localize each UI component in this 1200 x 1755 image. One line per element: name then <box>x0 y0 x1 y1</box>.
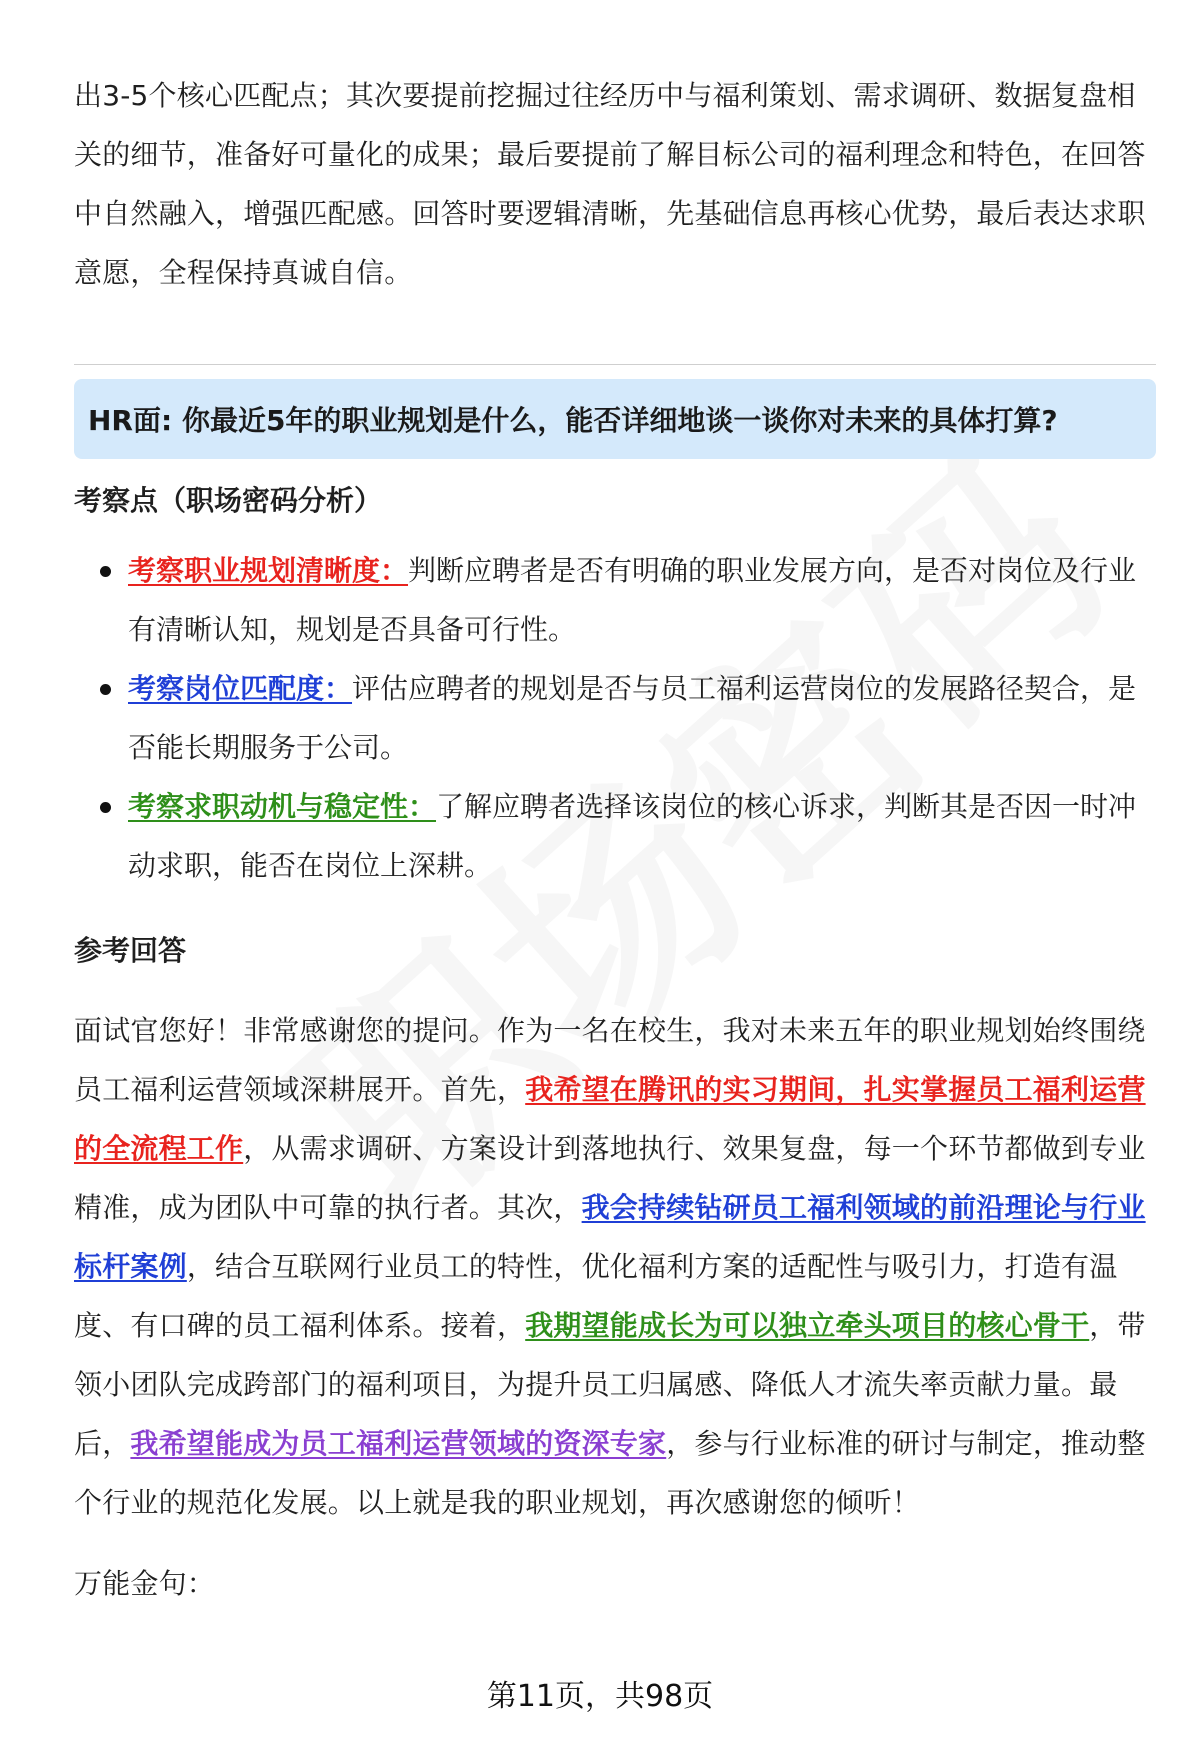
closing-label: 万能金句： <box>74 1567 216 1600</box>
exam-point-text: 判断应聘者是否有明确的职业发展方向，是否对岗位及行业有清晰认知，规划是否具备可行性。 <box>128 554 1137 646</box>
exam-point-label: 考察岗位匹配度： <box>128 672 353 705</box>
answer-highlight: 我希望能成为员工福利运营领域的资深专家 <box>130 1427 667 1460</box>
answer-text: ，结合互联网行业员工的特性，优化福利方案的适配性与吸引力，打造有温度、有口碑的员工福利体系。接着， <box>74 1250 1118 1342</box>
answer-highlight: 我期望能成长为可以独立牵头项目的核心骨干 <box>525 1309 1090 1342</box>
list-item <box>74 777 1156 895</box>
exam-point-text: 评估应聘者的规划是否与员工福利运营岗位的发展路径契合，是否能长期服务于公司。 <box>128 672 1137 764</box>
answer-highlight: 我会持续钻研员工福利领域的前沿理论与行业标杆案例 <box>74 1191 1146 1283</box>
reference-answer-paragraph <box>74 1001 1156 1532</box>
section-divider <box>74 364 1156 365</box>
exam-point-label: 考察求职动机与稳定性： <box>128 790 437 823</box>
list-item <box>74 659 1156 777</box>
answer-highlight: 我希望在腾讯的实习期间，扎实掌握员工福利运营的全流程工作 <box>74 1073 1146 1165</box>
exam-points-list <box>74 541 1156 895</box>
answer-text: 面试官您好！非常感谢您的提问。作为一名在校生，我对未来五年的职业规划始终围绕员工福利运营领域深耕展开。首先， <box>74 1014 1146 1106</box>
answer-text: ，参与行业标准的研讨与制定，推动整个行业的规范化发展。以上就是我的职业规划，再次感谢您的倾听！ <box>74 1427 1146 1519</box>
exam-points-heading: 考察点（职场密码分析） <box>74 484 383 517</box>
document-page <box>74 66 1156 1613</box>
question-banner <box>74 379 1156 459</box>
answer-text: ，从需求调研、方案设计到落地执行、效果复盘，每一个环节都做到专业精准，成为团队中可靠的执行者。其次， <box>74 1132 1146 1224</box>
exam-point-text: 了解应聘者选择该岗位的核心诉求，判断其是否因一时冲动求职，能否在岗位上深耕。 <box>128 790 1137 882</box>
question-text: HR面: 你最近5年的职业规划是什么，能否详细地谈一谈你对未来的具体打算? <box>88 404 1058 437</box>
list-item <box>74 541 1156 659</box>
bullet-icon <box>100 566 111 577</box>
intro-paragraph: 出3-5个核心匹配点；其次要提前挖掘过往经历中与福利策划、需求调研、数据复盘相关的细节，准备好可量化的成果；最后要提前了解目标公司的福利理念和特色，在回答中自然融入，增强匹配感。回答时要逻辑清晰，先基础信息再核心优势，最后表达求职意愿，全程保持真诚自信。 <box>74 79 1146 289</box>
answer-text: ，带领小团队完成跨部门的福利项目，为提升员工归属感、降低人才流失率贡献力量。最后， <box>74 1309 1146 1460</box>
exam-point-label: 考察职业规划清晰度： <box>128 554 409 587</box>
reference-answer-heading: 参考回答 <box>74 934 187 967</box>
page-footer: 第11页，共98页 <box>486 1679 714 1714</box>
bullet-icon <box>100 802 111 813</box>
bullet-icon <box>100 684 111 695</box>
